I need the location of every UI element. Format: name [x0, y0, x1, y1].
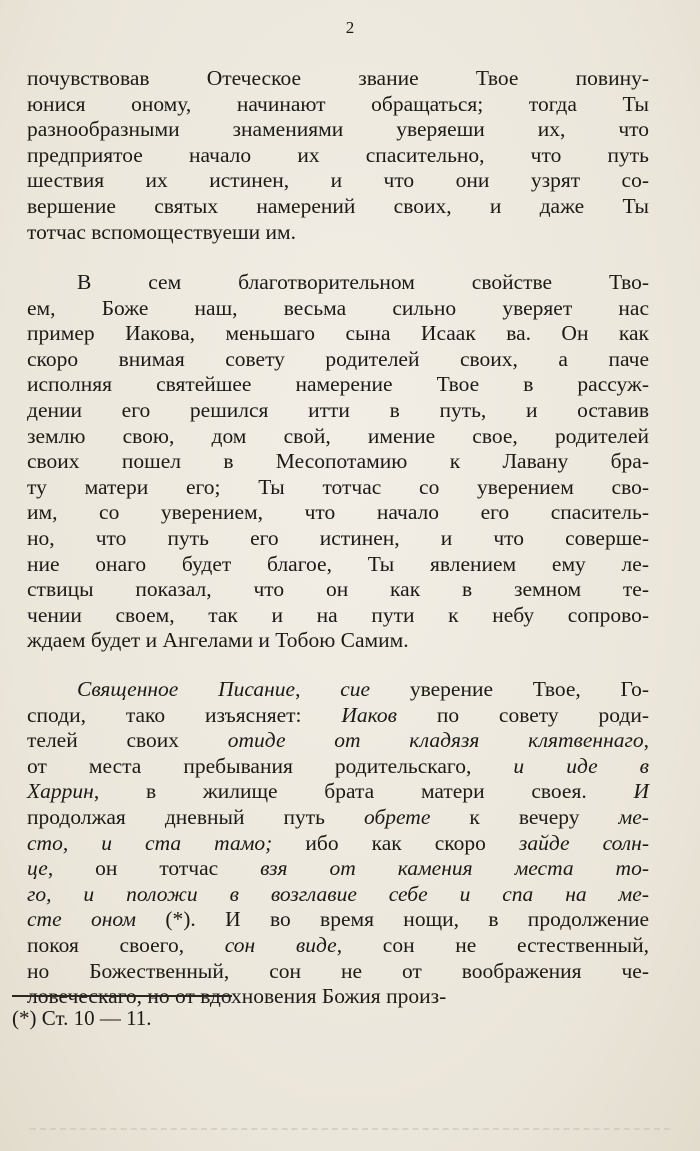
text-run: , он тотчас: [47, 856, 261, 881]
italic-run: обрете: [364, 804, 431, 829]
italic-run: сон виде: [224, 932, 337, 957]
text-line: землю свою, дом свой, имение свое, родителей: [27, 423, 649, 448]
text-run: ,: [643, 728, 649, 753]
text-run: но Божественный, сон не от воображения че-: [27, 958, 649, 983]
text-line: [27, 959, 649, 985]
text-line: юнися оному, начинают обращаться; тогда Ты: [27, 91, 649, 116]
italic-run: Харрин: [27, 779, 94, 804]
text-run: продолжая дневный путь: [27, 804, 364, 829]
text-run: споди, тако изъясняет:: [27, 702, 342, 727]
text-line: ствицы показал, что он как в земном те-: [27, 577, 649, 602]
paragraph-2: [27, 270, 649, 654]
text-run: ибо как скоро: [272, 830, 519, 855]
page-number: 2: [345, 18, 355, 37]
paragraph-1: [27, 66, 649, 245]
italic-run: зайде солн-: [518, 830, 649, 855]
text-line: [27, 754, 649, 780]
text-line: [27, 831, 649, 857]
italic-run: го, и положи в возглавие себе и спа на ме-: [27, 881, 649, 906]
italic-run: и иде в: [513, 753, 649, 778]
text-line: вершение святых намерений своих, и даже Ты: [27, 193, 649, 218]
text-line: ние онаго будет благое, Ты явлением ему ле-: [27, 551, 649, 576]
bleed-through-smudge: [30, 1128, 670, 1133]
text-line: скоро внимая совету родителей своих, а паче: [27, 346, 649, 371]
italic-run: И: [633, 779, 649, 804]
footnote: (*) Ст. 10 — 11.: [12, 1006, 152, 1030]
text-line: ждаем будет и Ангелами и Тобою Самим.: [27, 628, 409, 653]
text-line: ем, Боже наш, весьма сильно уверяет нас: [27, 295, 649, 320]
text-line: исполняя святейшее намерение Твое в рассуж-: [27, 372, 649, 397]
italic-run: Священное Писание: [77, 677, 296, 701]
text-line: [27, 703, 649, 729]
text-line: тотчас вспомоществуеши им.: [27, 219, 296, 244]
text-run: покоя своего,: [27, 932, 225, 957]
text-line: предприятое начало их спасительно, что путь: [27, 142, 649, 167]
italic-run: Иаков: [341, 702, 397, 727]
text-run: ,: [295, 677, 341, 701]
text-line: почувствовав Отеческое звание Твое повину-: [27, 66, 649, 90]
italic-run: сто, и ста тамо;: [27, 830, 273, 855]
text-run: , в жилище брата матери своея.: [93, 779, 634, 804]
text-line: разнообразными знамениями уверяеши их, что: [27, 117, 649, 142]
text-run: к вечеру: [430, 804, 619, 829]
text-line: ту матери его; Ты тотчас со уверением сво-: [27, 474, 649, 499]
paragraph-3: [27, 677, 649, 1010]
italic-run: сие: [340, 677, 371, 701]
italic-run: отиде от кладязя клятвеннаго: [227, 728, 644, 753]
text-line: но, что путь его истинен, и что соверше-: [27, 525, 649, 550]
text-run: телей своих: [27, 728, 228, 753]
italic-run: сте оном: [27, 907, 137, 932]
italic-run: це: [27, 856, 48, 881]
italic-run: ме-: [618, 804, 649, 829]
text-line: [27, 677, 649, 703]
text-line: [27, 907, 649, 933]
text-line: шествия их истинен, и что они узрят со-: [27, 168, 649, 193]
text-run: , сон не естественный,: [336, 932, 649, 957]
text-run: (*). И во время нощи, в продолжение: [136, 907, 649, 932]
text-line: дении его решился итти в путь, и оставив: [27, 397, 649, 422]
text-line: им, со уверением, что начало его спаситель-: [27, 500, 649, 525]
text-line: [27, 805, 649, 831]
text-line: чении своем, так и на пути к небу сопрово-: [27, 602, 649, 627]
text-run: ловеческаго, но от вдохновения Божия произ-: [27, 984, 447, 1009]
text-run: по совету роди-: [396, 702, 649, 727]
text-line: [27, 933, 649, 959]
text-line: [27, 882, 649, 908]
text-line: пример Иакова, меньшаго сына Исаак ва. Он как: [27, 321, 649, 346]
text-line: своих пошел в Месопотамию к Лавану бра-: [27, 449, 649, 474]
footnote-rule: [12, 995, 232, 997]
text-run: от места пребывания родительскаго,: [27, 753, 514, 778]
text-line: [27, 856, 649, 882]
text-line: [27, 779, 649, 805]
text-line: В сем благотворительном свойстве Тво-: [77, 270, 649, 294]
text-run: уверение Твое, Го-: [370, 677, 649, 701]
text-line: [27, 728, 649, 754]
italic-run: взя от камения места то-: [260, 856, 649, 881]
